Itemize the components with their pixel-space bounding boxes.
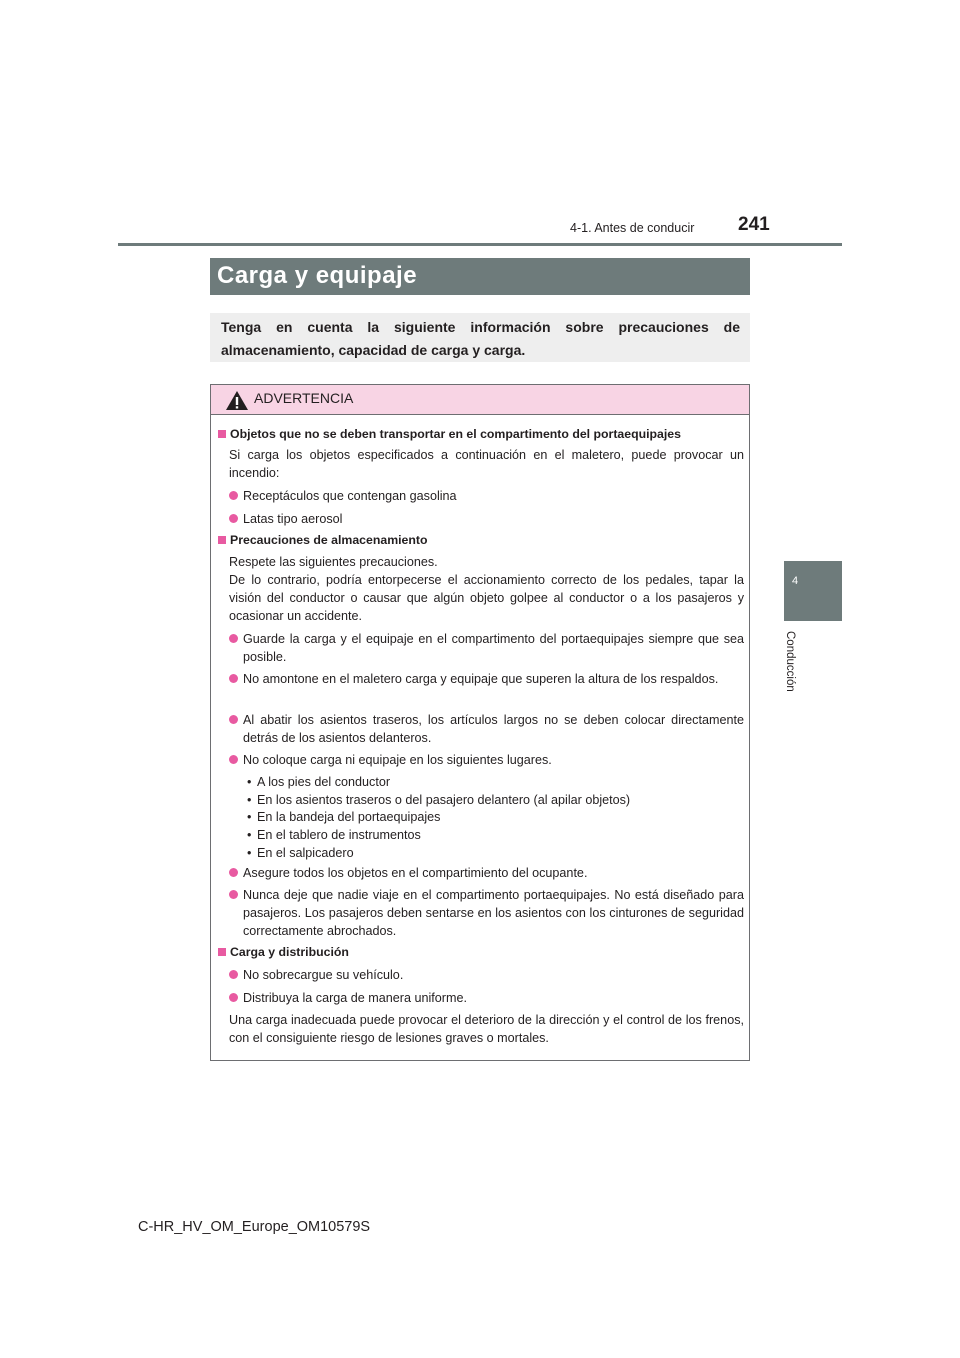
warning-triangle-icon bbox=[225, 390, 249, 411]
list-item-text: Al abatir los asientos traseros, los artículos largos no se deben colocar directamente detrás de los asientos delanteros. bbox=[243, 713, 744, 745]
circle-bullet-icon bbox=[229, 674, 238, 683]
list-item-text: Guarde la carga y el equipaje en el compartimento del portaequipajes siempre que sea posible. bbox=[243, 632, 744, 664]
sub-list-item: • En la bandeja del portaequipajes bbox=[247, 810, 441, 824]
list-item-text: No coloque carga ni equipaje en los siguientes lugares. bbox=[243, 753, 552, 767]
circle-bullet-icon bbox=[229, 634, 238, 643]
chapter-number: 4 bbox=[792, 575, 799, 587]
list-item bbox=[229, 487, 744, 505]
page-number: 241 bbox=[738, 214, 770, 235]
list-item-text: Asegure todos los objetos en el compartimiento del ocupante. bbox=[243, 866, 588, 880]
page-title: Carga y equipaje bbox=[217, 262, 418, 289]
paragraph: Una carga inadecuada puede provocar el deterioro de la dirección y el control de los frenos, con el consiguiente riesgo de lesiones graves o mortales. bbox=[229, 1013, 744, 1045]
list-item bbox=[229, 510, 744, 528]
list-item-text: Distribuya la carga de manera uniforme. bbox=[243, 991, 467, 1005]
list-item bbox=[229, 711, 744, 747]
page-title-bar bbox=[210, 258, 750, 295]
circle-bullet-icon bbox=[229, 514, 238, 523]
list-item bbox=[229, 751, 744, 769]
chapter-name: Conducción bbox=[784, 631, 796, 692]
sub-list-item: • En el tablero de instrumentos bbox=[247, 828, 421, 842]
warning-heading bbox=[218, 427, 681, 441]
circle-bullet-icon bbox=[229, 993, 238, 1002]
circle-bullet-icon bbox=[229, 890, 238, 899]
footer-document-code: C-HR_HV_OM_Europe_OM10579S bbox=[138, 1219, 371, 1235]
section-label: 4-1. Antes de conducir bbox=[570, 221, 695, 235]
heading-text: Carga y distribución bbox=[230, 945, 349, 959]
square-bullet-icon bbox=[218, 948, 226, 956]
list-item-text: Nunca deje que nadie viaje en el compartimento portaequipajes. No está diseñado para pasajeros. Los pasajeros deben sentarse en los asientos con los cinturones de seguridad correctamente abrochados. bbox=[243, 888, 744, 938]
list-item-text: No amontone en el maletero carga y equipaje que superen la altura de los respaldos. bbox=[243, 672, 719, 686]
warning-header bbox=[211, 385, 749, 415]
warning-label: ADVERTENCIA bbox=[254, 390, 354, 406]
heading-text: Precauciones de almacenamiento bbox=[230, 533, 428, 547]
circle-bullet-icon bbox=[229, 868, 238, 877]
list-item-text: No sobrecargue su vehículo. bbox=[243, 968, 404, 982]
square-bullet-icon bbox=[218, 430, 226, 438]
list-item bbox=[229, 670, 744, 688]
list-item-text: Latas tipo aerosol bbox=[243, 512, 343, 526]
list-item bbox=[229, 864, 744, 882]
circle-bullet-icon bbox=[229, 491, 238, 500]
circle-bullet-icon bbox=[229, 715, 238, 724]
paragraph: Respete las siguientes precauciones. bbox=[229, 555, 438, 569]
chapter-tab bbox=[784, 561, 842, 621]
list-item bbox=[229, 630, 744, 666]
paragraph: Si carga los objetos especificados a continuación en el maletero, puede provocar un incendio: bbox=[229, 448, 744, 480]
heading-text: Objetos que no se deben transportar en el compartimento del portaequipajes bbox=[230, 427, 681, 441]
sub-list-item: • A los pies del conductor bbox=[247, 775, 391, 789]
list-item bbox=[229, 886, 744, 940]
header-rule bbox=[118, 243, 842, 246]
warning-heading bbox=[218, 533, 428, 547]
list-item-text: Receptáculos que contengan gasolina bbox=[243, 489, 457, 503]
paragraph: De lo contrario, podría entorpecerse el accionamiento correcto de los pedales, tapar la visión del conductor o causar que algún objeto golpee al conductor o a los pasajeros y ocasionar un accidente. bbox=[229, 573, 744, 623]
sub-list-item: • En el salpicadero bbox=[247, 846, 354, 860]
warning-heading bbox=[218, 945, 349, 959]
circle-bullet-icon bbox=[229, 970, 238, 979]
square-bullet-icon bbox=[218, 536, 226, 544]
list-item bbox=[229, 966, 744, 984]
circle-bullet-icon bbox=[229, 755, 238, 764]
chapter-name-container bbox=[784, 631, 806, 703]
sub-list-item: • En los asientos traseros o del pasajero delantero (al apilar objetos) bbox=[247, 793, 631, 807]
intro-box: Tenga en cuenta la siguiente información sobre precauciones de almacenamiento, capacidad de carga y carga. bbox=[210, 313, 750, 362]
warning-box bbox=[210, 384, 750, 1061]
list-item bbox=[229, 989, 744, 1007]
